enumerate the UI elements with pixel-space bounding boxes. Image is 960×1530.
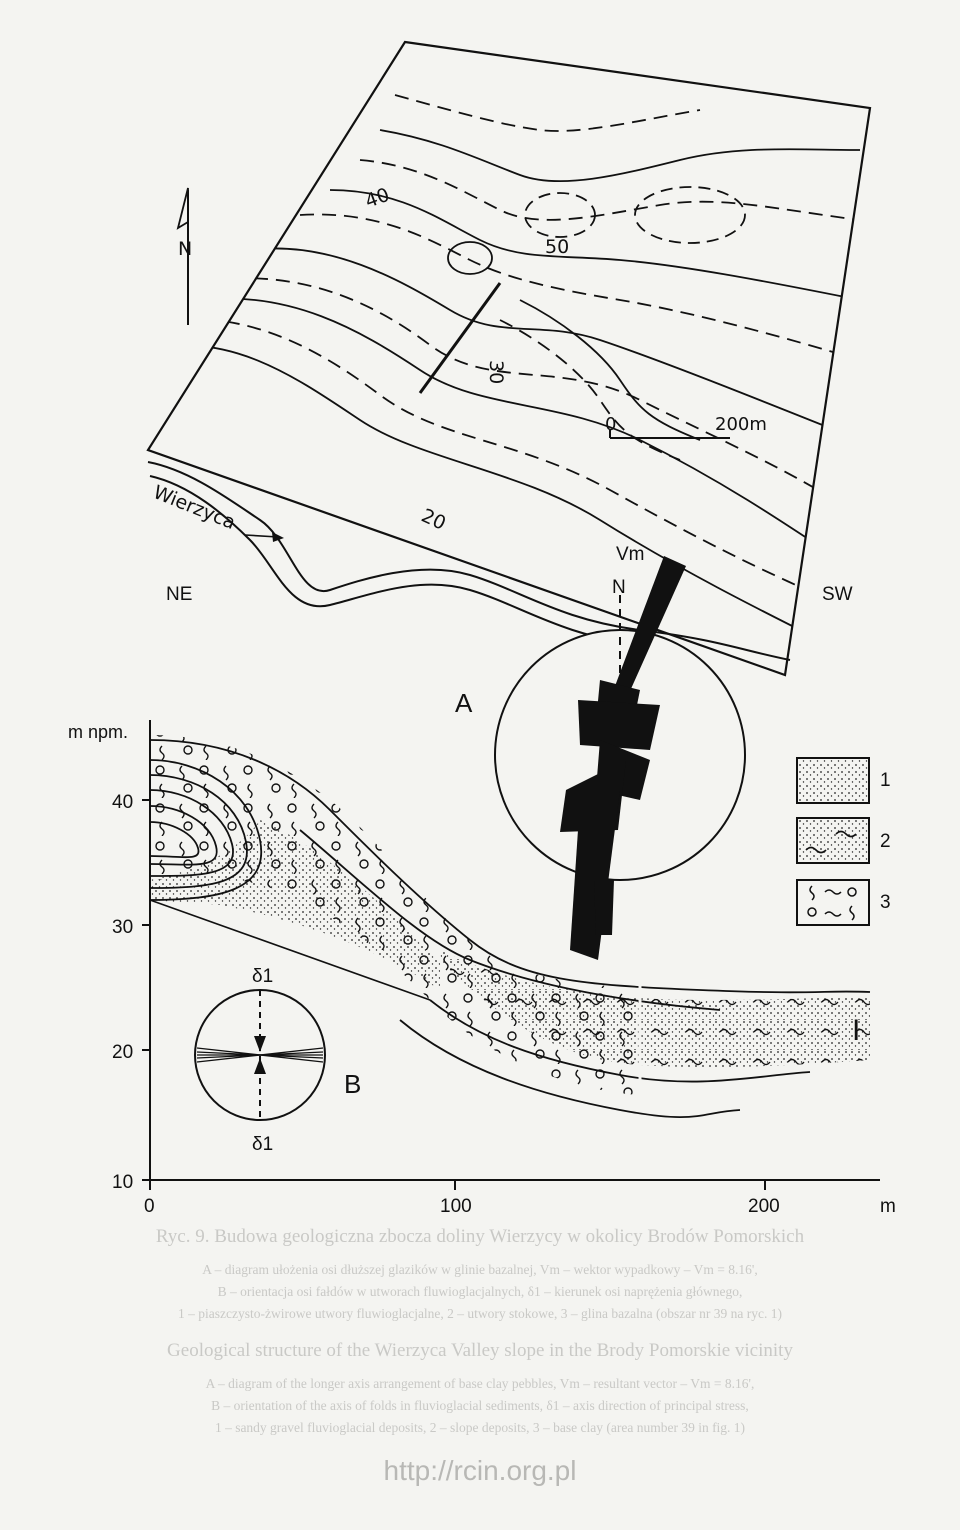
caption-en-line-2: B – orientation of the axis of folds in fluvioglacial sediments, δ1 – axis direction of principal stress, [211,1398,749,1413]
legend-number-2: 2 [880,831,891,852]
caption-en-line-3: 1 – sandy gravel fluvioglacial deposits, 2 – slope deposits, 3 – base clay (area number 39 in fig. 1) [214,1420,746,1435]
rose-petal [594,880,614,935]
vm-label: Vm [616,544,645,565]
y-tick-30: 30 [112,917,134,938]
river-label: Wierzyca [150,481,239,535]
contour-label-30: 30 [485,360,507,385]
legend-swatch-3 [797,880,869,925]
sw-label: SW [822,584,853,605]
north-arrow-icon [178,188,188,228]
panel-label-b: B [344,1069,362,1099]
contour-label-20: 20 [417,504,450,535]
y-axis-unit: m npm. [68,722,129,742]
scale-end: 200m [715,414,767,435]
watermark-url[interactable]: http://rcin.org.pl [383,1455,577,1486]
rose-diagram [455,544,745,960]
legend [797,758,891,925]
caption-pl-line-3: 1 – piaszczysto-żwirowe utwory fluwioglacjalne, 2 – utwory stokowe, 3 – glina bazalna (obszar nr 39 na ryc. 1) [178,1306,782,1321]
x-tick-200: 200 [748,1196,780,1217]
legend-number-1: 1 [880,770,891,791]
profile-marker: I [852,1014,861,1047]
north-arrow [178,188,192,325]
contour-label-50: 50 [545,236,570,258]
profile-section [68,584,896,1217]
scale-start: 0 [605,414,617,435]
caption-en-title: Geological structure of the Wierzyca Valley slope in the Brody Pomorskie vicinity [167,1340,793,1361]
contour-label-40: 40 [362,183,393,213]
map-frame [148,42,870,675]
ne-label: NE [166,584,193,605]
x-tick-100: 100 [440,1196,472,1217]
panel-label-a: A [455,688,473,718]
x-unit: m [880,1196,896,1217]
caption-pl-line-2: B – orientacja osi fałdów w utworach fluwioglacjalnych, δ1 – kierunek osi naprężenia głównego, [217,1284,743,1299]
legend-swatch-1 [797,758,869,803]
fold-diagram [195,966,361,1155]
north-label: N [178,238,193,260]
x-tick-0: 0 [144,1196,155,1217]
topographic-map [148,42,870,675]
y-tick-10: 10 [112,1172,134,1193]
y-tick-20: 20 [112,1042,134,1063]
legend-swatch-2 [797,818,869,863]
rose-petal [578,700,660,750]
delta-top-label: δ1 [252,966,274,987]
caption-en-line-1: A – diagram of the longer axis arrangement of base clay pebbles, Vm – resultant vector – Vm = 8.16', [205,1376,755,1391]
legend-number-3: 3 [880,892,891,913]
rose-north-label: N [612,577,626,598]
river-line [148,462,790,660]
caption-pl-title: Ryc. 9. Budowa geologiczna zbocza doliny Wierzycy w okolicy Brodów Pomorskich [155,1226,805,1247]
y-tick-40: 40 [112,792,134,813]
delta-bottom-label: δ1 [252,1134,274,1155]
caption-pl-line-1: A – diagram ułożenia osi dłuższej glazików w glinie bazalnej, Vm – wektor wypadkowy – Vm = 8.16', [202,1262,758,1277]
